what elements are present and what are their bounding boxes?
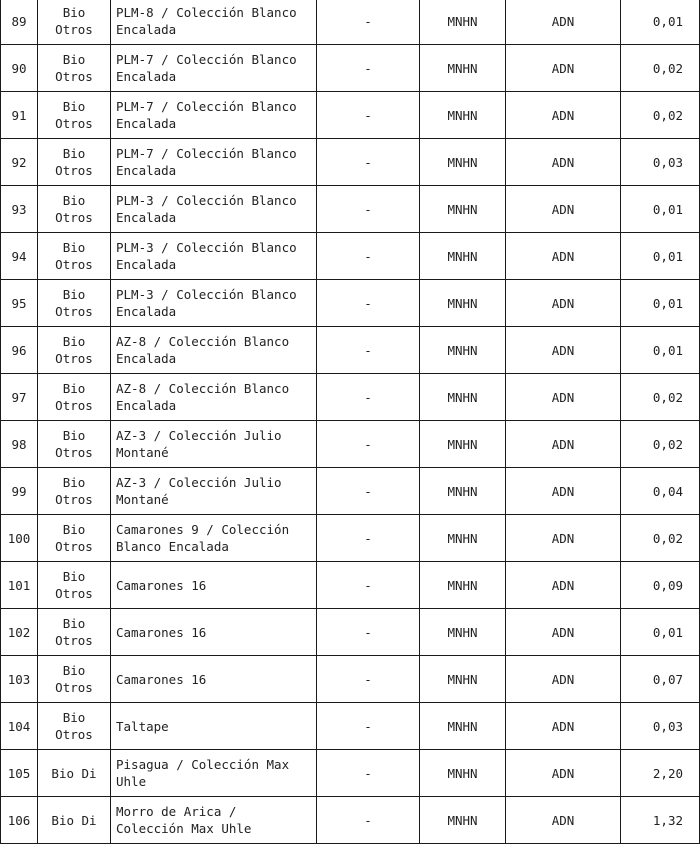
quantity-value-cell bbox=[621, 0, 700, 45]
analysis-type: ADN bbox=[551, 201, 575, 217]
row-number-cell bbox=[1, 562, 38, 609]
institution: MNHN bbox=[447, 295, 478, 311]
quantity-value-cell bbox=[621, 515, 700, 562]
quantity-value-cell bbox=[621, 92, 700, 139]
row-number-cell bbox=[1, 797, 38, 844]
analysis-type-cell bbox=[506, 750, 621, 797]
sample-type: Bio Otros bbox=[55, 522, 93, 554]
sample-description: Camarones 9 / Colección Blanco Encalada bbox=[116, 522, 290, 554]
quantity-value: 0,02 bbox=[652, 436, 683, 452]
quantity-value: 0,01 bbox=[652, 342, 683, 358]
empty-marker-cell bbox=[317, 92, 420, 139]
quantity-value-cell bbox=[621, 233, 700, 280]
sample-type-cell bbox=[38, 562, 111, 609]
analysis-type-cell bbox=[506, 233, 621, 280]
sample-type: Bio Otros bbox=[55, 193, 93, 225]
sample-description-cell bbox=[111, 797, 317, 844]
row-number-cell bbox=[1, 233, 38, 280]
institution: MNHN bbox=[447, 624, 478, 640]
table-row bbox=[1, 280, 700, 327]
table-row bbox=[1, 327, 700, 374]
analysis-type-cell bbox=[506, 45, 621, 92]
analysis-type-cell bbox=[506, 280, 621, 327]
table-row bbox=[1, 0, 700, 45]
analysis-type: ADN bbox=[551, 436, 575, 452]
sample-description: Camarones 16 bbox=[116, 577, 207, 593]
analysis-type: ADN bbox=[551, 577, 575, 593]
institution-cell bbox=[420, 92, 506, 139]
quantity-value-cell bbox=[621, 327, 700, 374]
row-number-cell bbox=[1, 186, 38, 233]
table-row bbox=[1, 186, 700, 233]
table-row bbox=[1, 421, 700, 468]
institution: MNHN bbox=[447, 718, 478, 734]
sample-description: Morro de Arica / Colección Max Uhle bbox=[116, 804, 252, 836]
sample-type: Bio Otros bbox=[55, 52, 93, 84]
sample-type-cell bbox=[38, 280, 111, 327]
empty-marker: - bbox=[364, 718, 372, 734]
sample-description-cell bbox=[111, 515, 317, 562]
row-number-cell bbox=[1, 656, 38, 703]
analysis-type: ADN bbox=[551, 718, 575, 734]
row-number-cell bbox=[1, 280, 38, 327]
institution: MNHN bbox=[447, 530, 478, 546]
empty-marker-cell bbox=[317, 374, 420, 421]
quantity-value-cell bbox=[621, 562, 700, 609]
analysis-type: ADN bbox=[551, 671, 575, 687]
quantity-value: 0,04 bbox=[652, 483, 683, 499]
institution-cell bbox=[420, 186, 506, 233]
empty-marker: - bbox=[364, 671, 372, 687]
quantity-value: 0,09 bbox=[652, 577, 683, 593]
institution-cell bbox=[420, 750, 506, 797]
sample-description: AZ-3 / Colección Julio Montané bbox=[116, 428, 282, 460]
institution: MNHN bbox=[447, 483, 478, 499]
institution-cell bbox=[420, 515, 506, 562]
sample-type-cell bbox=[38, 186, 111, 233]
table-row bbox=[1, 139, 700, 186]
sample-description: PLM-8 / Colección Blanco Encalada bbox=[116, 5, 297, 37]
row-number: 98 bbox=[11, 436, 27, 452]
quantity-value: 0,07 bbox=[652, 671, 683, 687]
sample-description: AZ-8 / Colección Blanco Encalada bbox=[116, 381, 290, 413]
row-number: 93 bbox=[11, 201, 27, 217]
empty-marker: - bbox=[364, 201, 372, 217]
row-number-cell bbox=[1, 45, 38, 92]
sample-type-cell bbox=[38, 609, 111, 656]
institution: MNHN bbox=[447, 436, 478, 452]
quantity-value: 0,01 bbox=[652, 248, 683, 264]
empty-marker: - bbox=[364, 107, 372, 123]
empty-marker: - bbox=[364, 530, 372, 546]
institution-cell bbox=[420, 139, 506, 186]
sample-type: Bio Otros bbox=[55, 475, 93, 507]
sample-description: PLM-3 / Colección Blanco Encalada bbox=[116, 193, 297, 225]
quantity-value-cell bbox=[621, 421, 700, 468]
sample-type-cell bbox=[38, 233, 111, 280]
sample-description: AZ-8 / Colección Blanco Encalada bbox=[116, 334, 290, 366]
analysis-type-cell bbox=[506, 186, 621, 233]
empty-marker: - bbox=[364, 765, 372, 781]
sample-type-cell bbox=[38, 45, 111, 92]
row-number-cell bbox=[1, 0, 38, 45]
table-row bbox=[1, 703, 700, 750]
sample-type: Bio Otros bbox=[55, 5, 93, 37]
sample-type: Bio Di bbox=[51, 765, 97, 781]
institution-cell bbox=[420, 233, 506, 280]
quantity-value: 0,02 bbox=[652, 60, 683, 76]
institution: MNHN bbox=[447, 812, 478, 828]
institution: MNHN bbox=[447, 389, 478, 405]
institution: MNHN bbox=[447, 60, 478, 76]
quantity-value-cell bbox=[621, 468, 700, 515]
row-number: 106 bbox=[7, 812, 31, 828]
quantity-value: 1,32 bbox=[652, 812, 683, 828]
empty-marker: - bbox=[364, 436, 372, 452]
row-number: 95 bbox=[11, 295, 27, 311]
analysis-type-cell bbox=[506, 0, 621, 45]
quantity-value-cell bbox=[621, 374, 700, 421]
empty-marker-cell bbox=[317, 515, 420, 562]
sample-description-cell bbox=[111, 374, 317, 421]
empty-marker-cell bbox=[317, 233, 420, 280]
analysis-type-cell bbox=[506, 327, 621, 374]
analysis-type: ADN bbox=[551, 624, 575, 640]
institution-cell bbox=[420, 656, 506, 703]
analysis-type: ADN bbox=[551, 812, 575, 828]
table-row bbox=[1, 797, 700, 844]
sample-description: Taltape bbox=[116, 718, 169, 734]
sample-type-cell bbox=[38, 0, 111, 45]
row-number-cell bbox=[1, 139, 38, 186]
analysis-type-cell bbox=[506, 421, 621, 468]
table-row bbox=[1, 92, 700, 139]
table-body bbox=[1, 0, 700, 844]
institution-cell bbox=[420, 609, 506, 656]
sample-description: AZ-3 / Colección Julio Montané bbox=[116, 475, 282, 507]
empty-marker: - bbox=[364, 13, 372, 29]
analysis-type-cell bbox=[506, 374, 621, 421]
quantity-value: 0,01 bbox=[652, 13, 683, 29]
empty-marker-cell bbox=[317, 280, 420, 327]
empty-marker: - bbox=[364, 60, 372, 76]
sample-description-cell bbox=[111, 45, 317, 92]
row-number: 91 bbox=[11, 107, 27, 123]
row-number-cell bbox=[1, 92, 38, 139]
sample-description-cell bbox=[111, 327, 317, 374]
quantity-value-cell bbox=[621, 797, 700, 844]
analysis-type: ADN bbox=[551, 295, 575, 311]
institution-cell bbox=[420, 374, 506, 421]
empty-marker-cell bbox=[317, 703, 420, 750]
quantity-value: 0,01 bbox=[652, 624, 683, 640]
sample-type: Bio Otros bbox=[55, 428, 93, 460]
sample-description-cell bbox=[111, 0, 317, 45]
row-number: 90 bbox=[11, 60, 27, 76]
quantity-value: 0,01 bbox=[652, 201, 683, 217]
institution: MNHN bbox=[447, 154, 478, 170]
table-row bbox=[1, 233, 700, 280]
institution-cell bbox=[420, 327, 506, 374]
table-row bbox=[1, 45, 700, 92]
sample-type: Bio Otros bbox=[55, 287, 93, 319]
sample-type-cell bbox=[38, 468, 111, 515]
analysis-type-cell bbox=[506, 139, 621, 186]
empty-marker: - bbox=[364, 812, 372, 828]
row-number: 89 bbox=[11, 13, 27, 29]
institution: MNHN bbox=[447, 671, 478, 687]
quantity-value: 2,20 bbox=[652, 765, 683, 781]
quantity-value-cell bbox=[621, 656, 700, 703]
row-number-cell bbox=[1, 421, 38, 468]
table-row bbox=[1, 750, 700, 797]
empty-marker-cell bbox=[317, 186, 420, 233]
sample-description-cell bbox=[111, 703, 317, 750]
analysis-type-cell bbox=[506, 468, 621, 515]
analysis-type-cell bbox=[506, 515, 621, 562]
empty-marker: - bbox=[364, 389, 372, 405]
analysis-type: ADN bbox=[551, 107, 575, 123]
row-number: 99 bbox=[11, 483, 27, 499]
analysis-type: ADN bbox=[551, 765, 575, 781]
sample-type: Bio Otros bbox=[55, 710, 93, 742]
analysis-type: ADN bbox=[551, 60, 575, 76]
row-number: 105 bbox=[7, 765, 31, 781]
row-number: 92 bbox=[11, 154, 27, 170]
row-number-cell bbox=[1, 703, 38, 750]
analysis-type: ADN bbox=[551, 342, 575, 358]
row-number: 103 bbox=[7, 671, 31, 687]
institution: MNHN bbox=[447, 577, 478, 593]
empty-marker: - bbox=[364, 295, 372, 311]
table-row bbox=[1, 374, 700, 421]
sample-description-cell bbox=[111, 92, 317, 139]
table-row bbox=[1, 609, 700, 656]
empty-marker-cell bbox=[317, 139, 420, 186]
empty-marker-cell bbox=[317, 468, 420, 515]
empty-marker: - bbox=[364, 483, 372, 499]
sample-type-cell bbox=[38, 515, 111, 562]
sample-description-cell bbox=[111, 609, 317, 656]
institution: MNHN bbox=[447, 13, 478, 29]
sample-type: Bio Otros bbox=[55, 663, 93, 695]
quantity-value-cell bbox=[621, 45, 700, 92]
row-number-cell bbox=[1, 327, 38, 374]
empty-marker: - bbox=[364, 577, 372, 593]
sample-description: Camarones 16 bbox=[116, 624, 207, 640]
analysis-type-cell bbox=[506, 609, 621, 656]
sample-description-cell bbox=[111, 139, 317, 186]
sample-description-cell bbox=[111, 750, 317, 797]
quantity-value-cell bbox=[621, 609, 700, 656]
empty-marker: - bbox=[364, 154, 372, 170]
sample-type: Bio Otros bbox=[55, 381, 93, 413]
sample-type-cell bbox=[38, 139, 111, 186]
sample-description-cell bbox=[111, 468, 317, 515]
empty-marker-cell bbox=[317, 421, 420, 468]
sample-type: Bio Otros bbox=[55, 616, 93, 648]
institution-cell bbox=[420, 468, 506, 515]
empty-marker: - bbox=[364, 248, 372, 264]
sample-type: Bio Otros bbox=[55, 99, 93, 131]
institution: MNHN bbox=[447, 765, 478, 781]
row-number-cell bbox=[1, 374, 38, 421]
sample-type-cell bbox=[38, 703, 111, 750]
row-number: 100 bbox=[7, 530, 31, 546]
sample-type: Bio Otros bbox=[55, 569, 93, 601]
analysis-type-cell bbox=[506, 656, 621, 703]
empty-marker-cell bbox=[317, 0, 420, 45]
sample-description-cell bbox=[111, 186, 317, 233]
analysis-type: ADN bbox=[551, 483, 575, 499]
institution: MNHN bbox=[447, 201, 478, 217]
institution: MNHN bbox=[447, 248, 478, 264]
empty-marker-cell bbox=[317, 609, 420, 656]
quantity-value-cell bbox=[621, 186, 700, 233]
row-number: 104 bbox=[7, 718, 31, 734]
sample-type: Bio Di bbox=[51, 812, 97, 828]
institution-cell bbox=[420, 421, 506, 468]
sample-description: PLM-7 / Colección Blanco Encalada bbox=[116, 146, 297, 178]
sample-type-cell bbox=[38, 797, 111, 844]
empty-marker-cell bbox=[317, 750, 420, 797]
sample-type-cell bbox=[38, 421, 111, 468]
quantity-value: 0,02 bbox=[652, 389, 683, 405]
quantity-value-cell bbox=[621, 703, 700, 750]
sample-description: Pisagua / Colección Max Uhle bbox=[116, 757, 290, 789]
sample-description-cell bbox=[111, 421, 317, 468]
institution-cell bbox=[420, 703, 506, 750]
row-number: 97 bbox=[11, 389, 27, 405]
sample-type-cell bbox=[38, 656, 111, 703]
analysis-type: ADN bbox=[551, 389, 575, 405]
sample-type: Bio Otros bbox=[55, 334, 93, 366]
sample-type-cell bbox=[38, 374, 111, 421]
row-number-cell bbox=[1, 515, 38, 562]
quantity-value: 0,01 bbox=[652, 295, 683, 311]
institution: MNHN bbox=[447, 342, 478, 358]
institution: MNHN bbox=[447, 107, 478, 123]
analysis-type: ADN bbox=[551, 248, 575, 264]
table-row bbox=[1, 468, 700, 515]
sample-description: Camarones 16 bbox=[116, 671, 207, 687]
institution-cell bbox=[420, 0, 506, 45]
sample-type-cell bbox=[38, 327, 111, 374]
sample-type-cell bbox=[38, 750, 111, 797]
analysis-type-cell bbox=[506, 562, 621, 609]
sample-type-cell bbox=[38, 92, 111, 139]
quantity-value: 0,03 bbox=[652, 718, 683, 734]
institution-cell bbox=[420, 45, 506, 92]
empty-marker-cell bbox=[317, 327, 420, 374]
row-number: 101 bbox=[7, 577, 31, 593]
empty-marker-cell bbox=[317, 797, 420, 844]
sample-description-cell bbox=[111, 233, 317, 280]
row-number-cell bbox=[1, 468, 38, 515]
sample-description: PLM-7 / Colección Blanco Encalada bbox=[116, 52, 297, 84]
quantity-value: 0,02 bbox=[652, 530, 683, 546]
analysis-type-cell bbox=[506, 797, 621, 844]
quantity-value-cell bbox=[621, 139, 700, 186]
sample-description-cell bbox=[111, 562, 317, 609]
row-number-cell bbox=[1, 750, 38, 797]
analysis-type: ADN bbox=[551, 154, 575, 170]
sample-description: PLM-3 / Colección Blanco Encalada bbox=[116, 240, 297, 272]
table-row bbox=[1, 562, 700, 609]
sample-description: PLM-7 / Colección Blanco Encalada bbox=[116, 99, 297, 131]
institution-cell bbox=[420, 280, 506, 327]
quantity-value-cell bbox=[621, 750, 700, 797]
table-row bbox=[1, 515, 700, 562]
empty-marker-cell bbox=[317, 562, 420, 609]
sample-type: Bio Otros bbox=[55, 146, 93, 178]
empty-marker-cell bbox=[317, 656, 420, 703]
quantity-value: 0,02 bbox=[652, 107, 683, 123]
row-number: 102 bbox=[7, 624, 31, 640]
analysis-type-cell bbox=[506, 92, 621, 139]
empty-marker: - bbox=[364, 342, 372, 358]
sample-type: Bio Otros bbox=[55, 240, 93, 272]
institution-cell bbox=[420, 562, 506, 609]
analysis-type-cell bbox=[506, 703, 621, 750]
empty-marker: - bbox=[364, 624, 372, 640]
sample-description: PLM-3 / Colección Blanco Encalada bbox=[116, 287, 297, 319]
row-number: 94 bbox=[11, 248, 27, 264]
table-row bbox=[1, 656, 700, 703]
sample-description-cell bbox=[111, 280, 317, 327]
row-number: 96 bbox=[11, 342, 27, 358]
analysis-type: ADN bbox=[551, 530, 575, 546]
analysis-type: ADN bbox=[551, 13, 575, 29]
sample-description-cell bbox=[111, 656, 317, 703]
empty-marker-cell bbox=[317, 45, 420, 92]
institution-cell bbox=[420, 797, 506, 844]
row-number-cell bbox=[1, 609, 38, 656]
quantity-value-cell bbox=[621, 280, 700, 327]
quantity-value: 0,03 bbox=[652, 154, 683, 170]
